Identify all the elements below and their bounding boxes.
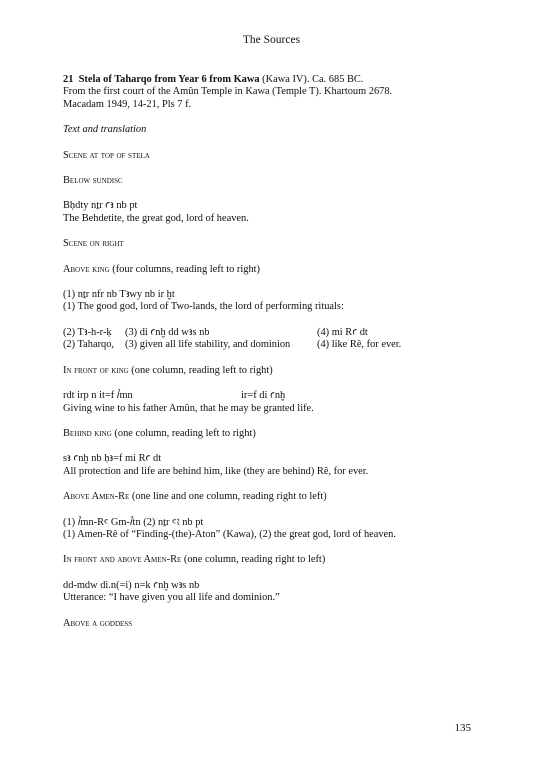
above-king-line2-transliteration xyxy=(63,327,493,339)
front-king-label: In front of king xyxy=(63,364,129,376)
front-above-amen-label: In front and above Amen-Re xyxy=(63,554,182,566)
running-header: The Sources xyxy=(242,34,301,46)
fk-translit-a: rdt irp n it=f ꞽmn xyxy=(63,390,133,402)
front-above-amen-transliteration: dd-mdw di.n(=i) n=k ꜥnḫ wꜣs nb xyxy=(63,579,200,591)
above-amen-heading xyxy=(63,491,493,503)
fk-translit-b: ir=f di ꜥnḫ xyxy=(241,390,286,402)
behind-king-heading xyxy=(63,428,493,440)
front-king-translation: Giving wine to his father Amûn, that he may be granted life. xyxy=(63,402,314,414)
above-amen-note: (one line and one column, reading right to left) xyxy=(129,491,327,503)
ak2-trans-b: (3) given all life stability, and dominion xyxy=(125,339,291,351)
behind-king-label: Behind king xyxy=(63,427,112,439)
ak2-trans-c: (4) like Rê, for ever. xyxy=(317,339,402,351)
above-amen-translation: (1) Amen-Rê of “Finding-(the)-Aton” (Kawa), (2) the great god, lord of heaven. xyxy=(63,528,396,540)
entry-title-text: Stela of Taharqo from Year 6 from Kawa xyxy=(78,74,260,85)
entry-title-suffix: (Kawa IV). Ca. 685 BC. xyxy=(259,74,364,85)
above-king-line2-translation xyxy=(63,339,493,351)
front-king-heading xyxy=(63,365,493,377)
above-goddess-heading: Above a goddess xyxy=(63,617,133,629)
page-number: 135 xyxy=(454,722,471,734)
front-king-transliteration xyxy=(63,390,493,402)
below-sundisc-heading: Below sundisc xyxy=(63,175,123,187)
front-above-amen-heading xyxy=(63,554,493,566)
behind-king-transliteration: sꜣ ꜥnḫ nb ḥꜣ=f mi Rꜥ dt xyxy=(63,453,162,465)
above-king-line1-translation: (1) The good god, lord of Two-lands, the lord of performing rituals: xyxy=(63,301,344,313)
above-king-label: Above king xyxy=(63,263,110,275)
behind-king-note: (one column, reading left to right) xyxy=(111,427,256,439)
entry-provenance: From the first court of the Amûn Temple in Kawa (Temple T). Khartoum 2678. xyxy=(63,86,393,98)
behdetite-translation: The Behdetite, the great god, lord of heaven. xyxy=(63,212,249,224)
front-above-amen-note: (one column, reading right to left) xyxy=(181,554,326,566)
ak2-trans-a: (2) Taharqo, xyxy=(63,339,115,351)
text-translation-heading: Text and translation xyxy=(63,124,147,136)
ak2-translit-b: (3) di ꜥnḫ dd wꜣs nb xyxy=(125,326,210,338)
entry-title xyxy=(63,74,493,86)
above-king-line1-transliteration: (1) nṯr nfr nb Tꜣwy nb ir ḫt xyxy=(63,289,175,301)
behind-king-translation: All protection and life are behind him, like (they are behind) Rê, for ever. xyxy=(63,465,369,477)
above-king-note: (four columns, reading left to right) xyxy=(109,263,260,275)
ak2-translit-c: (4) mi Rꜥ dt xyxy=(317,326,368,338)
front-above-amen-translation: Utterance: “I have given you all life and dominion.” xyxy=(63,592,280,604)
ak2-translit-a: (2) Tꜣ-h-r-ḳ xyxy=(63,326,112,338)
entry-number: 21 xyxy=(63,74,74,85)
behdetite-transliteration: Bḥdty nṯr ꜥꜣ nb pt xyxy=(63,200,138,212)
above-king-heading xyxy=(63,264,493,276)
scene-right-heading: Scene on right xyxy=(63,238,124,250)
above-amen-transliteration: (1) ꞽmn-Rꜥ Gm-ꞽtn (2) nṯr ꜥꜣ nb pt xyxy=(63,516,204,528)
above-amen-label: Above Amen-Re xyxy=(63,491,130,503)
main-content xyxy=(63,74,493,630)
scene-top-heading: Scene at top of stela xyxy=(63,149,150,161)
entry-bibliography: Macadam 1949, 14-21, Pls 7 f. xyxy=(63,98,192,110)
front-king-note: (one column, reading left to right) xyxy=(128,364,273,376)
